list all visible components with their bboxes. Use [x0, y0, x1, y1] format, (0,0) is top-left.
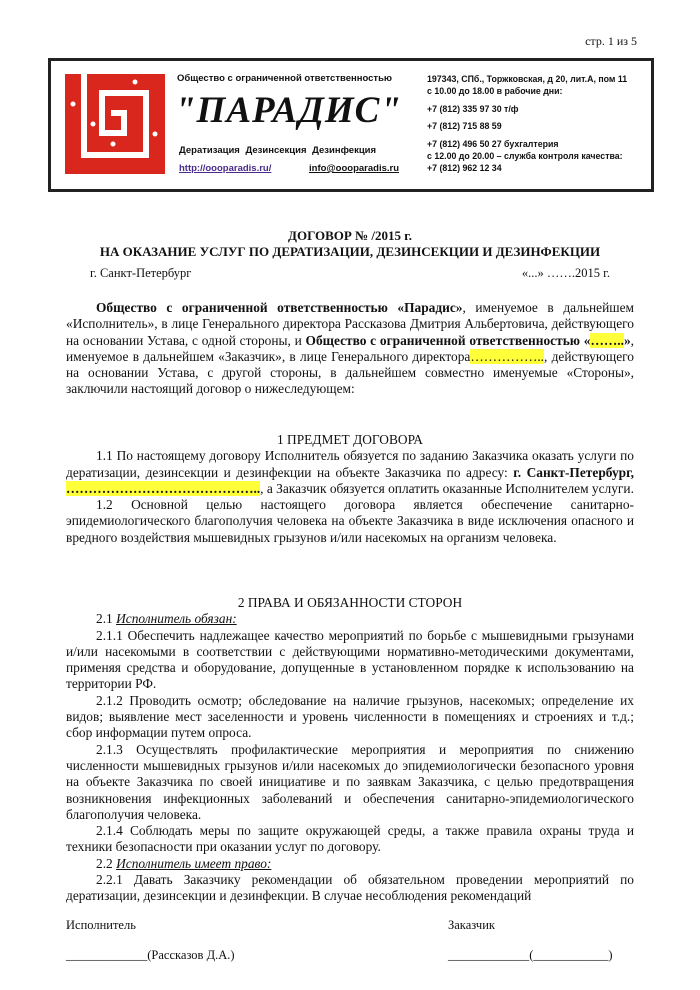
contact-line: 197343, СПб., Торжковская, д 20, лит.А, пом 11 — [427, 74, 628, 84]
contact-line: с 12.00 до 20.00 – служба контроля качества: — [427, 151, 623, 162]
contacts-block — [427, 73, 627, 175]
contact-line: с 10.00 до 18.00 в рабочие дни: — [427, 86, 563, 97]
contract-title: ДОГОВОР № /2015 г. — [288, 228, 412, 243]
contract-subtitle: НА ОКАЗАНИЕ УСЛУГ ПО ДЕРАТИЗАЦИИ, ДЕЗИНСЕКЦИИ И ДЕЗИНФЕКЦИИ — [99, 244, 601, 259]
contract-city: г. Санкт-Петербург — [90, 266, 192, 280]
clause-2-2: 2.2 Исполнитель имеет право: — [96, 855, 272, 871]
section-1 — [66, 432, 634, 546]
clause-1-2: 1.2 Основной целью настоящего договора является обеспечение санитарно-эпидемиологического благополучия человека на объекте Заказчика в виде исключения опасного и вредного воздействия мышевидных грызунов и/или насекомых на организм человека. — [66, 497, 634, 545]
page-number: стр. 1 из 5 — [585, 34, 637, 48]
section-title: 1 ПРЕДМЕТ ДОГОВОРА — [277, 432, 423, 447]
intro-paragraph: Общество с ограниченной ответственностью «Парадис», именуемое в дальнейшем «Исполнитель», в лице Генерального директора Рассказова Дмитрия Альбертовича, действующего на основании Устава, с одной стороны, и Общество с ограниченной ответственностью «……..», именуемое в дальнейшем «Заказчик», в лице Генерального директора…………….., действующего на основании Устава, с другой стороны, в дальнейшем совместно именуемые «Стороны», заключили настоящий договор о нижеследующем: — [66, 300, 635, 397]
clause-1-1: 1.1 По настоящему договору Исполнитель обязуется по заданию Заказчика оказать услуги по дератизации, дезинсекции и дезинфекции на объекте Заказчика по адресу: г. Санкт-Петербург, …………………………………….., а Заказчик обязуется оплатить оказанные Исполнителем услуги. — [66, 448, 635, 496]
email-link[interactable]: info@oooparadis.ru — [309, 163, 400, 174]
executor-label: Исполнитель — [66, 918, 136, 932]
clause-2-1-2: 2.1.2 Проводить осмотр; обследование на наличие грызунов, насекомых; определение их видов; выявление мест заселенности и уровень численности в помещениях и строениях и т.д.; сбор информации путем опроса. — [66, 692, 634, 741]
clause-2-2-1: 2.2.1 Давать Заказчику рекомендации об обязательном проведении мероприятий по дератизации, дезинсекции и дезинфекции. В случае несоблюдения рекомендаций — [66, 872, 634, 904]
executor-signature: _____________(Рассказов Д.А.) — [66, 948, 235, 962]
clause-2-1: 2.1 Исполнитель обязан: — [96, 611, 237, 627]
customer-label: Заказчик — [448, 918, 495, 932]
intro-section — [66, 300, 634, 398]
contact-line: +7 (812) 715 88 59 — [427, 121, 502, 132]
customer-signature: _____________(____________) — [448, 948, 613, 962]
clause-2-1-4: 2.1.4 Соблюдать меры по защите окружающей среды, а также правила охраны труда и техники безопасности при оказании услуг по договору. — [66, 823, 634, 855]
contact-line: +7 (812) 496 50 27 бухгалтерия — [427, 138, 559, 149]
clause-2-1-3: 2.1.3 Осуществлять профилактические мероприятия и мероприятия по снижению численности мышевидных грызунов и/или насекомых до эпидемиологически безопасного уровня на объекте Заказчика по своей инициативе и по заявкам Заказчика, с целью предотвращения возникновения инфекционных заболеваний и обеспечения санитарно-эпидемиологического благополучия человека. — [66, 741, 634, 822]
contract-date: «...» …….2015 г. — [521, 266, 610, 280]
section-2 — [66, 595, 634, 905]
org-type: Общество с ограниченной ответственностью — [177, 73, 393, 84]
company-logo-icon — [65, 74, 165, 174]
clause-2-1-1: 2.1.1 Обеспечить надлежащее качество мероприятий по борьбе с мышевидными грызунами и/или насекомыми в соответствии с действующими нормативно-методическими документами, применяя средства и оборудование, допущенные в установленном порядке к использованию на территории РФ. — [66, 627, 634, 692]
letterhead — [48, 58, 654, 192]
brand-name: "ПАРАДИС" — [175, 90, 402, 131]
contact-line: +7 (812) 335 97 30 т/ф — [427, 103, 519, 114]
services-line: Дератизация Дезинсекция Дезинфекция — [179, 145, 377, 156]
website-link[interactable]: http://oooparadis.ru/ — [179, 163, 272, 174]
section-title: 2 ПРАВА И ОБЯЗАННОСТИ СТОРОН — [237, 595, 463, 610]
contact-line: +7 (812) 962 12 34 — [427, 163, 502, 174]
